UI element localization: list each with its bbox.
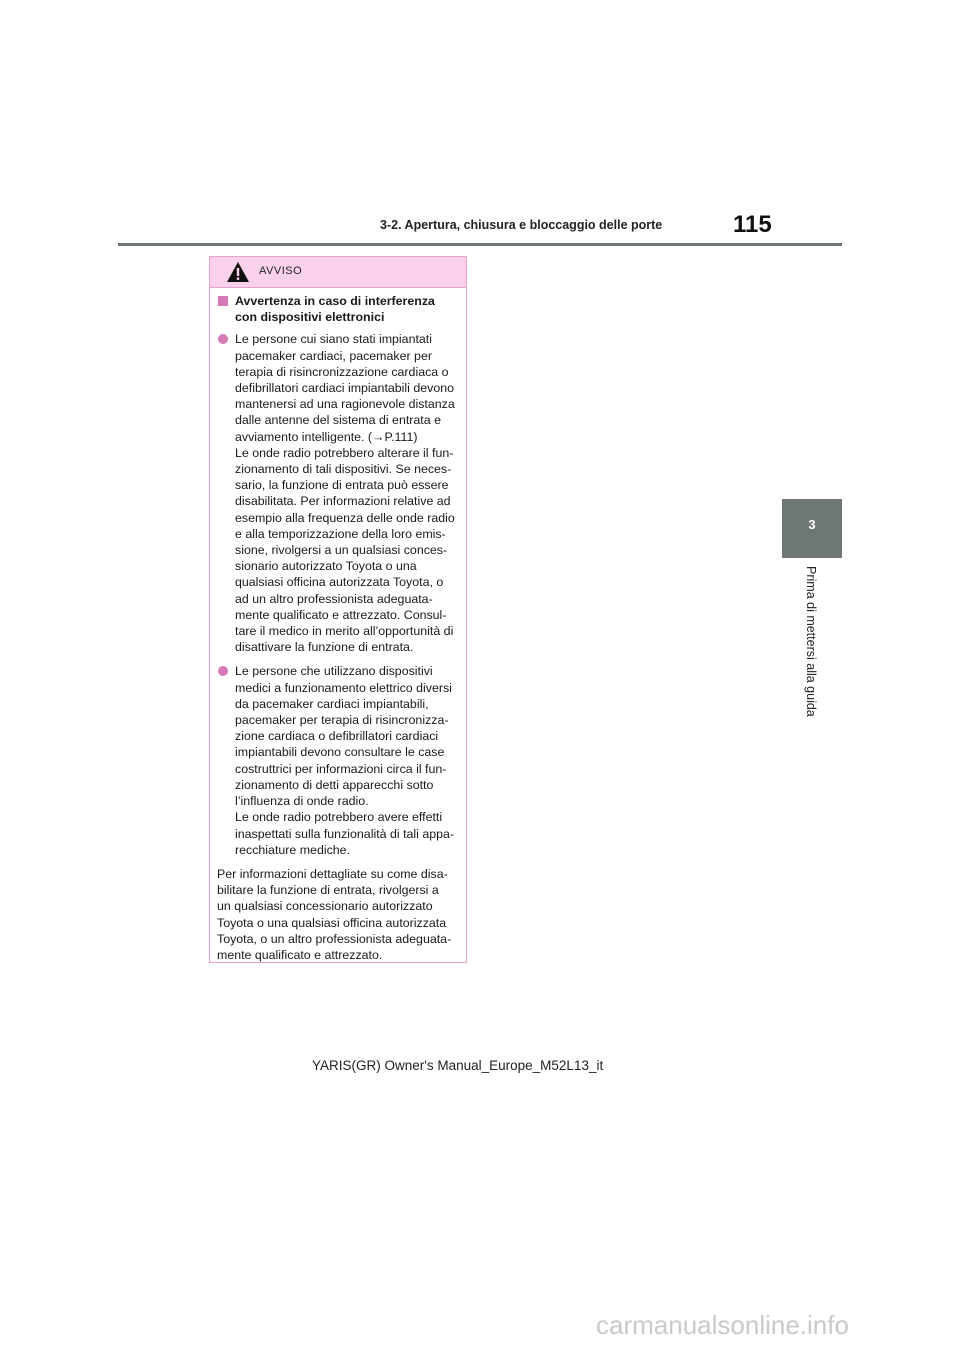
text-line: medici a funzionamento elettrico diversi <box>235 680 452 695</box>
text-line: Le persone che utilizzano dispositivi <box>235 664 433 679</box>
warning-triangle-icon <box>226 261 250 283</box>
text-line: dalle antenne del sistema di entrata e <box>235 413 441 428</box>
circle-bullet-icon <box>218 334 228 344</box>
watermark-text: carmanualsonline.info <box>596 1310 849 1340</box>
text-line: pacemaker cardiaci, pacemaker per <box>235 348 432 363</box>
text-line: Le persone cui siano stati impiantati <box>235 332 432 347</box>
text-line: sario, la funzione di entrata può essere <box>235 478 449 493</box>
text-line: mantenersi ad una ragionevole distanza <box>235 397 455 412</box>
text-line: Avvertenza in caso di interferenza <box>235 294 435 308</box>
text-line: esempio alla frequenza delle onde radio <box>235 510 455 525</box>
chapter-number: 3 <box>808 517 816 532</box>
text-line: ad un altro professionista adeguata- <box>235 591 433 606</box>
section-header-title: 3-2. Apertura, chiusura e bloccaggio delle porte <box>380 218 663 232</box>
warning-header <box>210 257 466 288</box>
warning-title: AVVISO <box>259 265 303 277</box>
circle-bullet-icon <box>218 666 228 676</box>
text-line: sionario autorizzato Toyota o una <box>235 559 417 574</box>
text-line: un qualsiasi concessionario autorizzato <box>217 899 433 914</box>
closing-paragraph <box>217 866 459 963</box>
text-line: tare il medico in merito all’opportunità di <box>235 624 454 639</box>
text-line: Le onde radio potrebbero alterare il fun- <box>235 445 454 460</box>
text-line: sione, rivolgersi a un qualsiasi conces- <box>235 543 448 558</box>
text-line: Toyota, o un altro professionista adeguata- <box>217 931 452 946</box>
text-line: inaspettati sulla funzionalità di tali appa- <box>235 826 455 841</box>
warning-section-title <box>217 293 459 325</box>
text-line: zione cardiaca o defibrillatori cardiaci <box>235 729 439 744</box>
text-line: zionamento di tali dispositivi. Se neces- <box>235 462 452 477</box>
page-number: 115 <box>733 211 772 238</box>
text-line: zionamento di detti apparecchi sotto <box>235 777 434 792</box>
warning-box <box>209 256 467 963</box>
text-line: Per informazioni dettagliate su come disa- <box>217 866 448 881</box>
text-line: bilitare la funzione di entrata, rivolgersi a <box>217 883 439 898</box>
text-line: Toyota o una qualsiasi officina autorizzata <box>217 915 447 930</box>
text-line: da pacemaker cardiaci impiantabili, <box>235 696 429 711</box>
text-line: qualsiasi officina autorizzata Toyota, o <box>235 575 444 590</box>
bullet-item-medical-devices <box>217 663 459 857</box>
text-line: pacemaker per terapia di risincronizza- <box>235 713 449 728</box>
text-line: mente qualificato e attrezzato. Consul- <box>235 607 447 622</box>
text-line: costruttrici per informazioni circa il fun- <box>235 761 447 776</box>
text-line: impiantabili devono consultare le case <box>235 745 445 760</box>
chapter-title: Prima di mettersi alla guida <box>804 566 818 717</box>
chapter-tab <box>782 499 842 558</box>
bullet-item-pacemaker <box>217 331 459 655</box>
text-line: e alla temporizzazione della loro emis- <box>235 526 446 541</box>
warning-body <box>210 288 466 963</box>
text-line: disattivare la funzione di entrata. <box>235 640 414 655</box>
text-line: recchiature mediche. <box>235 842 351 857</box>
footer-manual-id: YARIS(GR) Owner's Manual_Europe_M52L13_it <box>312 1058 604 1073</box>
text-line: terapia di risincronizzazione cardiaca o <box>235 364 449 379</box>
page-reference-link[interactable]: avviamento intelligente. (→P.111) <box>235 429 418 444</box>
header-divider <box>118 243 842 246</box>
text-line: disabilitata. Per informazioni relative ad <box>235 494 451 509</box>
text-line: Le onde radio potrebbero avere effetti <box>235 810 443 825</box>
text-line: con dispositivi elettronici <box>235 310 385 325</box>
square-bullet-icon <box>218 296 228 306</box>
text-line: mente qualificato e attrezzato. <box>217 947 383 962</box>
text-line: l’influenza di onde radio. <box>235 794 369 809</box>
text-line: defibrillatori cardiaci impiantabili devono <box>235 381 455 396</box>
